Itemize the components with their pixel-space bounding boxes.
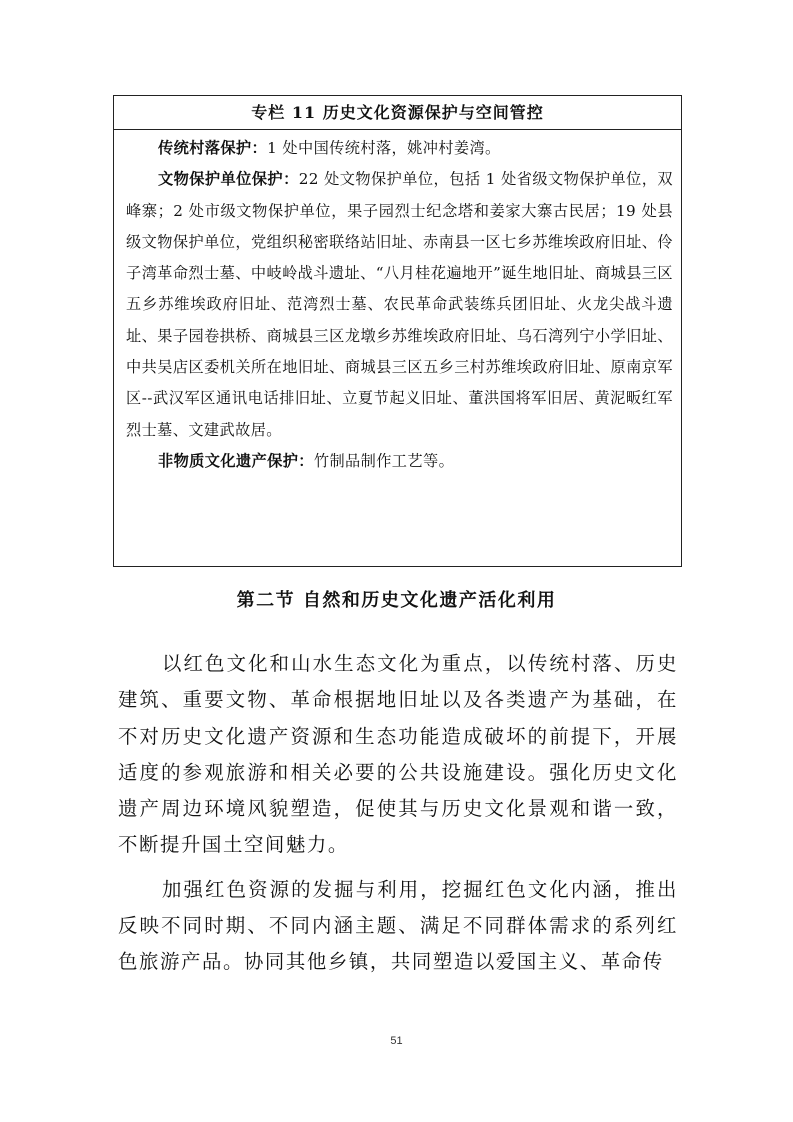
item-text: 22 处文物保护单位，包括 1 处省级文物保护单位，双峰寨；2 处市级文物保护单位，果子园烈士纪念塔和姜家大寨古民居；19 处县级文物保护单位，党组织秘密联络站旧址、赤南县一区七乡苏维埃政府旧址、伶子湾革命烈士墓、中岐岭战斗遗址、“八月桂花遍地开”诞生地旧址、商城县三区五乡苏维埃政府旧址、范湾烈士墓、农民革命武装练兵团旧址、火龙尖战斗遗址、果子园卷拱桥、商城县三区龙墩乡苏维埃政府旧址、乌石湾列宁小学旧址、中共吴店区委机关所在地旧址、商城县三区五乡三村苏维埃政府旧址、原南京军区--武汉军区通讯电话排旧址、立夏节起义旧址、董洪国将军旧居、黄泥畈红军烈士墓、文建武故居。: [126, 170, 673, 439]
item-label: 非物质文化遗产保护：: [158, 451, 314, 470]
column-body: [114, 130, 681, 477]
paragraph: 加强红色资源的发掘与利用，挖掘红色文化内涵，推出反映不同时期、不同内涵主题、满足不同群体需求的系列红色旅游产品。协同其他乡镇，共同塑造以爱国主义、革命传: [118, 877, 678, 974]
item-label: 传统村落保护：: [158, 139, 268, 157]
section-title: 第二节 自然和历史文化遗产活化利用: [236, 590, 557, 611]
column-item: [126, 133, 673, 164]
column-item: [126, 164, 673, 446]
column-title: 专栏 11 历史文化资源保护与空间管控: [114, 96, 681, 130]
item-label: 文物保护单位保护：: [158, 170, 299, 189]
body-text: [118, 646, 678, 989]
column-item: [126, 446, 673, 477]
column-box: [113, 95, 682, 567]
page-number: 51: [390, 1035, 403, 1047]
item-text: 竹制品制作工艺等。: [313, 451, 455, 470]
item-text: 1 处中国传统村落，姚冲村姜湾。: [267, 139, 501, 157]
paragraph: 以红色文化和山水生态文化为重点，以传统村落、历史建筑、重要文物、革命根据地旧址以及各类遗产为基础，在不对历史文化遗产资源和生态功能造成破坏的前提下，开展适度的参观旅游和相关必要的公共设施建设。强化历史文化遗产周边环境风貌塑造，促使其与历史文化景观和谐一致，不断提升国土空间魅力。: [118, 652, 678, 857]
